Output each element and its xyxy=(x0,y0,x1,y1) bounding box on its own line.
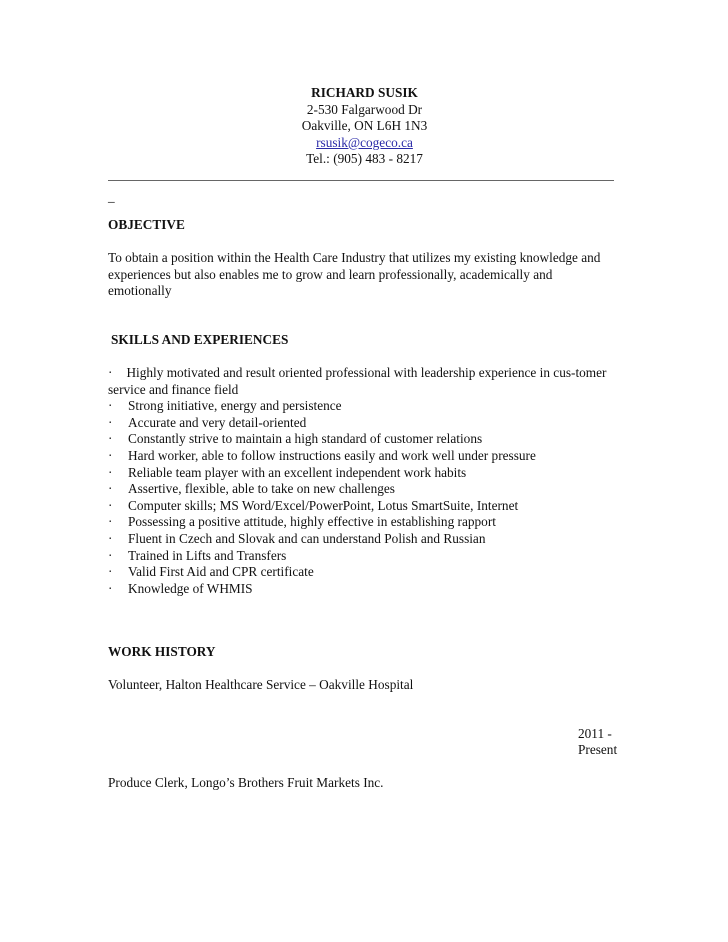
skill-text: Hard worker, able to follow instructions easily and work well under pressure xyxy=(128,447,536,463)
bullet-icon: · xyxy=(108,414,113,430)
address: 2-530 Falgarwood Dr xyxy=(306,101,423,117)
contact-header xyxy=(0,85,728,168)
skill-item xyxy=(108,531,616,548)
skill-item xyxy=(108,415,616,432)
email-link[interactable]: rsusik@cogeco.ca xyxy=(316,134,413,150)
bullet-icon: · xyxy=(108,447,113,463)
skill-text: Accurate and very detail-oriented xyxy=(128,414,307,430)
bullet-icon: · xyxy=(108,580,113,596)
skills-list xyxy=(108,365,616,597)
bullet-icon: · xyxy=(108,530,113,546)
work-heading: WORK HISTORY xyxy=(108,644,216,659)
skills-heading: SKILLS AND EXPERIENCES xyxy=(111,332,289,347)
bullet-icon: · xyxy=(108,497,113,513)
job-volunteer: Volunteer, Halton Healthcare Service – Oakville Hospital xyxy=(108,677,414,692)
skill-item xyxy=(108,514,616,531)
bullet-icon: · xyxy=(108,365,113,380)
skill-text: Constantly strive to maintain a high standard of customer relations xyxy=(128,431,483,447)
bullet-icon: · xyxy=(108,514,113,530)
divider xyxy=(108,180,614,181)
job-date-end: Present xyxy=(578,742,618,757)
skill-item xyxy=(108,448,616,465)
skill-text: Highly motivated and result oriented professional with leadership experience in cus-tomer service and finance field xyxy=(108,365,607,397)
skill-item xyxy=(108,365,616,398)
skill-text: Knowledge of WHMIS xyxy=(128,580,253,596)
skill-text: Trained in Lifts and Transfers xyxy=(128,547,287,563)
skill-text: Strong initiative, energy and persistence xyxy=(128,398,342,414)
skill-text: Reliable team player with an excellent independent work habits xyxy=(128,464,467,480)
skill-item xyxy=(108,465,616,482)
skill-item xyxy=(108,548,616,565)
bullet-icon: · xyxy=(108,431,113,447)
objective-text: To obtain a position within the Health Care Industry that utilizes my existing knowledge and experiences but also enables me to grow and learn professionally, academically and emotionally xyxy=(108,250,601,299)
skill-text: Possessing a positive attitude, highly effective in establishing rapport xyxy=(128,514,496,530)
skill-text: Valid First Aid and CPR certificate xyxy=(128,564,314,580)
skill-item xyxy=(108,498,616,515)
skill-text: Assertive, flexible, able to take on new challenges xyxy=(128,481,395,497)
bullet-icon: · xyxy=(108,464,113,480)
city: Oakville, ON L6H 1N3 xyxy=(301,118,428,134)
skill-item xyxy=(108,431,616,448)
skill-text: Computer skills; MS Word/Excel/PowerPoint, Lotus SmartSuite, Internet xyxy=(128,497,519,513)
bullet-icon: · xyxy=(108,398,113,414)
job-date-start: 2011 - xyxy=(578,726,612,741)
skill-item xyxy=(108,481,616,498)
phone: Tel.: (905) 483 - 8217 xyxy=(306,151,423,167)
bullet-icon: · xyxy=(108,547,113,563)
skill-item xyxy=(108,564,616,581)
objective-heading: OBJECTIVE xyxy=(108,217,185,232)
divider-tail: _ xyxy=(108,189,115,204)
bullet-icon: · xyxy=(108,564,113,580)
skill-text: Fluent in Czech and Slovak and can understand Polish and Russian xyxy=(128,530,486,546)
bullet-icon: · xyxy=(108,481,113,497)
skill-item xyxy=(108,581,616,598)
job-produce-clerk: Produce Clerk, Longo’s Brothers Fruit Markets Inc. xyxy=(108,775,384,790)
applicant-name: RICHARD SUSIK xyxy=(311,85,418,100)
skill-item xyxy=(108,398,616,415)
